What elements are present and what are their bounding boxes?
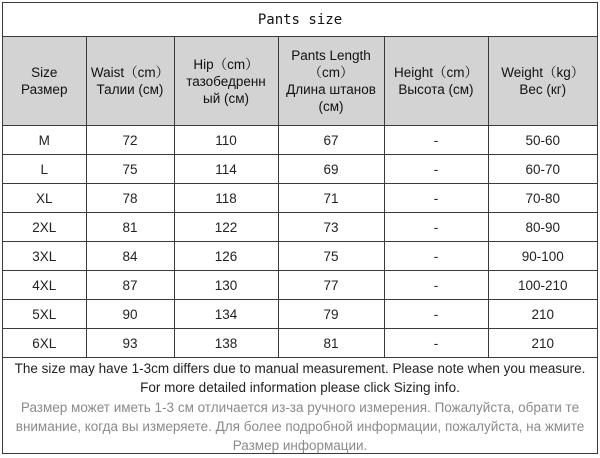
header-row [3, 37, 597, 126]
size-chart [2, 2, 598, 454]
size-cell: 6XL [3, 329, 86, 358]
pants-length-cell: 69 [278, 155, 384, 184]
weight-cell: 100-210 [488, 271, 597, 300]
measurement-note-english: The size may have 1-3cm differs due to manual measurement. Please note when you measure. For more detailed information please click Sizing info. [14, 361, 586, 395]
header-line: ый (см) [202, 90, 250, 106]
weight-cell: 60-70 [488, 155, 597, 184]
header-line: Height（cm） [393, 65, 479, 80]
header-line: （cm） [308, 65, 354, 80]
table-row [3, 271, 597, 300]
waist-cell: 81 [86, 213, 174, 242]
chart-title: Pants size [3, 3, 597, 37]
size-cell: XL [3, 184, 86, 213]
height-cell: - [384, 126, 488, 155]
height-cell: - [384, 300, 488, 329]
weight-cell: 210 [488, 300, 597, 329]
waist-cell: 78 [86, 184, 174, 213]
hip-cell: 138 [174, 329, 278, 358]
header-line: Waist（cm） [90, 65, 170, 80]
size-cell: 3XL [3, 242, 86, 271]
hip-cell: 134 [174, 300, 278, 329]
waist-cell: 87 [86, 271, 174, 300]
hip-header [174, 37, 278, 126]
weight-cell: 210 [488, 329, 597, 358]
table-body [3, 126, 597, 358]
size-table [3, 37, 597, 358]
pants-length-cell: 81 [278, 329, 384, 358]
header-line: тазобедренн [186, 73, 266, 89]
header-line: (см) [318, 99, 344, 114]
weight-cell: 90-100 [488, 242, 597, 271]
hip-cell: 126 [174, 242, 278, 271]
size-cell: 5XL [3, 300, 86, 329]
table-header [3, 37, 597, 126]
header-line: Длина штанов [286, 82, 376, 97]
height-cell: - [384, 213, 488, 242]
header-line: Вес (кг) [519, 82, 567, 97]
table-row [3, 300, 597, 329]
header-line: Size [31, 65, 58, 80]
table-row [3, 242, 597, 271]
table-row [3, 329, 597, 358]
pants-length-cell: 67 [278, 126, 384, 155]
header-line: Талии (см) [96, 82, 164, 97]
waist-cell: 90 [86, 300, 174, 329]
height-cell: - [384, 271, 488, 300]
pants-length-cell: 79 [278, 300, 384, 329]
size-cell: L [3, 155, 86, 184]
header-line: Pants Length [291, 48, 371, 63]
size-cell: 4XL [3, 271, 86, 300]
table-row [3, 126, 597, 155]
header-line: Размер [21, 82, 68, 97]
pants-length-cell: 75 [278, 242, 384, 271]
height-cell: - [384, 184, 488, 213]
height-cell: - [384, 329, 488, 358]
size-cell: 2XL [3, 213, 86, 242]
waist-cell: 72 [86, 126, 174, 155]
height-cell: - [384, 242, 488, 271]
table-row [3, 184, 597, 213]
height-header [384, 37, 488, 126]
pants-length-cell: 77 [278, 271, 384, 300]
weight-cell: 80-90 [488, 213, 597, 242]
hip-cell: 130 [174, 271, 278, 300]
table-row [3, 155, 597, 184]
height-cell: - [384, 155, 488, 184]
weight-cell: 70-80 [488, 184, 597, 213]
weight-cell: 50-60 [488, 126, 597, 155]
hip-cell: 114 [174, 155, 278, 184]
hip-cell: 122 [174, 213, 278, 242]
table-row [3, 213, 597, 242]
waist-cell: 75 [86, 155, 174, 184]
header-line: Высота (см) [398, 82, 474, 97]
waist-cell: 84 [86, 242, 174, 271]
size-cell: M [3, 126, 86, 155]
size-header [3, 37, 86, 126]
header-line: Hip（cm） [193, 56, 259, 72]
weight-header [488, 37, 597, 126]
hip-cell: 118 [174, 184, 278, 213]
waist-header [86, 37, 174, 126]
pants-length-cell: 71 [278, 184, 384, 213]
measurement-note-russian: Размер может иметь 1-3 см отличается из-за ручного измерения. Пожалуйста, обрати те внимание, когда вы измеряете. Для более подробной информации, пожалуйста, на жмите Размер информации. [15, 400, 585, 453]
header-line: Weight（kg） [501, 65, 585, 80]
pants-length-header [278, 37, 384, 126]
pants-length-cell: 73 [278, 213, 384, 242]
waist-cell: 93 [86, 329, 174, 358]
hip-cell: 110 [174, 126, 278, 155]
